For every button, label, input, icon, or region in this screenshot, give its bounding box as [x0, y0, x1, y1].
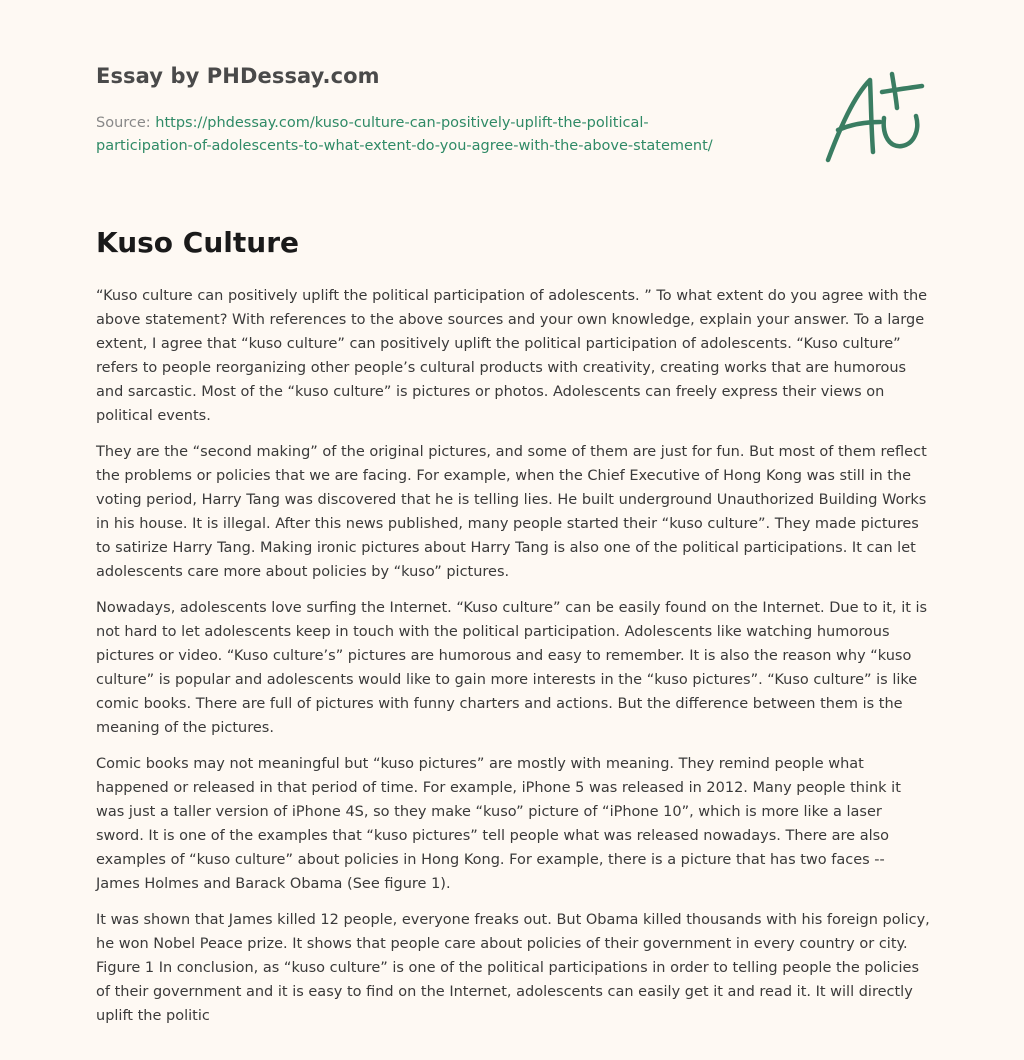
essay-paragraph: “Kuso culture can positively uplift the political participation of adolescents. ” To what extent do you agree with the above statement? With references to the above sources and your own knowledge, explain your answer. To a large extent, I agree that “kuso culture” can positively uplift the political participation of adolescents. “Kuso culture” refers to people reorganizing other people’s cultural products with creativity, creating works that are humorous and sarcastic. Most of the “kuso culture” is pictures or photos. Adolescents can freely express their views on political events.: [96, 288, 928, 424]
essay-paragraph: Comic books may not meaningful but “kuso pictures” are mostly with meaning. They remind people what happened or released in that period of time. For example, iPhone 5 was released in 2012. Many people think it was just a taller version of iPhone 4S, so they make “kuso” picture of “iPhone 10”, which is more like a laser sword. It is one of the examples that “kuso pictures” tell people what was released nowadays. There are also examples of “kuso culture” about policies in Hong Kong. For example, there is a picture that has two faces -- James Holmes and Barack Obama (See figure 1).: [96, 756, 901, 892]
a-plus-logo-icon: [818, 64, 930, 168]
source-link-line-2: participation-of-adolescents-to-what-extent-do-you-agree-with-the-above-statement/: [96, 138, 713, 154]
essay-body: [96, 284, 932, 1040]
site-title: Essay by PHDessay.com: [96, 64, 380, 88]
source-line: [96, 112, 816, 158]
essay-paragraph: Nowadays, adolescents love surfing the Internet. “Kuso culture” can be easily found on the Internet. Due to it, it is not hard to let adolescents keep in touch with the political participation. Adolescents like watching humorous pictures or video. “Kuso culture’s” pictures are humorous and easy to remember. It is also the reason why “kuso culture” is popular and adolescents would like to gain more interests in the “kuso pictures”. “Kuso culture” is like comic books. There are full of pictures with funny charters and actions. But the difference between them is the meaning of the pictures.: [96, 600, 928, 736]
source-link-line-1: https://phdessay.com/kuso-culture-can-positively-uplift-the-political-: [155, 115, 649, 131]
source-link[interactable]: [96, 115, 713, 154]
essay-title: Kuso Culture: [96, 226, 299, 259]
essay-paragraph: It was shown that James killed 12 people, everyone freaks out. But Obama killed thousands with his foreign policy, he won Nobel Peace prize. It shows that people care about policies of their government in every country or city. Figure 1 In conclusion, as “kuso culture” is one of the political participations in order to telling people the policies of their government and it is easy to find on the Internet, adolescents can easily get it and read it. It will directly uplift the politic: [96, 912, 930, 1024]
source-label: Source:: [96, 115, 151, 131]
essay-paragraph: They are the “second making” of the original pictures, and some of them are just for fun. But most of them reflect the problems or policies that we are facing. For example, when the Chief Executive of Hong Kong was still in the voting period, Harry Tang was discovered that he is telling lies. He built underground Unauthorized Building Works in his house. It is illegal. After this news published, many people started their “kuso culture”. They made pictures to satirize Harry Tang. Making ironic pictures about Harry Tang is also one of the political participations. It can let adolescents care more about policies by “kuso” pictures.: [96, 444, 927, 580]
